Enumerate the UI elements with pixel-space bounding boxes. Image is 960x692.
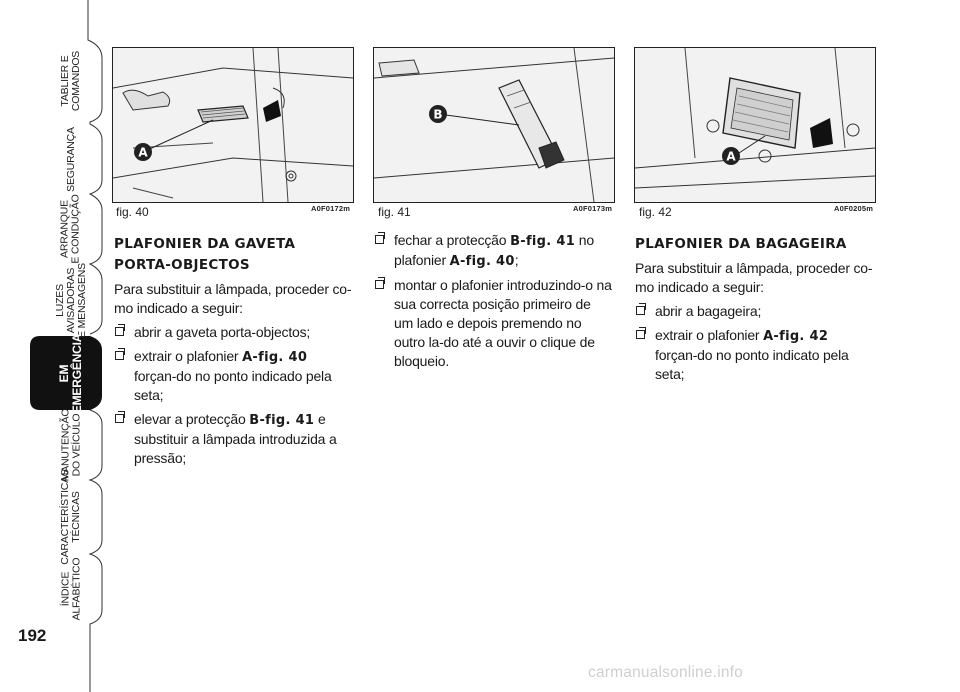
figure-caption: fig. 40 [116, 205, 149, 219]
list-item-text: forçan-do no ponto indicato pela seta; [655, 347, 849, 382]
list-item-text: e substituir a lâmpada introduzida a pressão; [134, 411, 337, 466]
checkbox-bullet-icon [636, 306, 645, 315]
tab-em-emergencia[interactable] [40, 333, 102, 413]
list-item-text: no plafonier [394, 232, 594, 268]
list-item-text: abrir a bagageira; [655, 303, 762, 319]
figure-reference: A-fig. 40 [242, 350, 308, 365]
figure-code: A0F0205m [834, 204, 874, 213]
figure-41-illustration [373, 47, 615, 203]
column-continuation [374, 231, 612, 371]
list-item [114, 410, 352, 468]
intro-paragraph: Para substituir a lâmpada, proceder co-mo indicado a seguir: [635, 260, 873, 295]
list-item-text: fechar a protecção [394, 232, 511, 248]
figure-reference: B-fig. 41 [249, 413, 315, 428]
list-item-text: elevar a protecção [134, 411, 250, 427]
tab-label-line: MANUTENÇÃO [59, 408, 72, 482]
tab-indice-alfabetico[interactable] [40, 554, 102, 624]
list-item-text: montar o plafonier introduzindo-o na sua correcta posição primeiro de um lado e depois premendo no outro la-do até a ouvir o clique de bloqueio. [394, 277, 612, 369]
tab-label-line: LUZES [53, 283, 66, 317]
tab-label-line: ALFABÉTICO [70, 557, 82, 621]
tab-label-line: TÉCNICAS [70, 491, 83, 543]
list-item-text: extrair o plafonier [134, 348, 243, 364]
trunk-lamp-drawing [635, 48, 875, 202]
tab-label-line: TABLIER E [59, 55, 71, 107]
list-item [635, 326, 873, 384]
tab-label-line: EMERGÊNCIA [70, 333, 84, 413]
list-item [114, 323, 352, 342]
figure-caption: fig. 42 [639, 205, 672, 219]
list-item [374, 276, 612, 371]
checkbox-bullet-icon [115, 327, 124, 336]
checkbox-bullet-icon [115, 414, 124, 423]
checkbox-bullet-icon [375, 280, 384, 289]
intro-paragraph: Para substituir a lâmpada, proceder co-mo indicado a seguir: [114, 281, 352, 316]
tab-label-line: DO VEÍCULO [70, 413, 83, 477]
section-heading: PLAFONIER DA BAGAGEIRA [635, 236, 847, 252]
figure-reference: A-fig. 40 [449, 254, 515, 269]
tab-caracteristicas-tecnicas[interactable] [40, 469, 102, 565]
glovebox-drawing [113, 48, 353, 202]
tab-label-line: CARACTERÍSTICAS [59, 469, 72, 565]
watermark: carmanualsonline.info [588, 664, 743, 681]
callout-label: B [433, 107, 443, 122]
tab-label-line: SEGURANÇA [64, 126, 77, 192]
figure-reference: B-fig. 41 [510, 234, 576, 249]
figure-caption: fig. 41 [378, 205, 411, 219]
heading-line: PORTA-OBJECTOS [114, 257, 250, 273]
column-glovebox-lamp [114, 234, 352, 468]
tab-label-line: AVISADORAS [64, 267, 77, 333]
tab-label-line: EM [57, 364, 72, 382]
tab-arranque-conducao[interactable] [40, 194, 102, 264]
checkbox-bullet-icon [636, 330, 645, 339]
figure-code: A0F0173m [573, 204, 613, 213]
list-item-text: extrair o plafonier [655, 327, 764, 343]
tab-label-line: E MENSAGENS [75, 262, 88, 338]
tab-label-line: ARRANQUE [59, 200, 71, 258]
figure-40-illustration [112, 47, 354, 203]
callout-label: A [726, 149, 736, 164]
list-item-text: abrir a gaveta porta-objectos; [134, 324, 311, 340]
figure-reference: A-fig. 42 [763, 329, 829, 344]
page-number: 192 [18, 626, 47, 645]
figure-42-illustration [634, 47, 876, 203]
checkbox-bullet-icon [375, 235, 384, 244]
callout-label: A [138, 145, 148, 160]
tab-tablier-comandos[interactable] [40, 40, 102, 122]
list-item [374, 231, 612, 271]
figure-code: A0F0172m [311, 204, 351, 213]
tab-luzes-avisadoras[interactable] [40, 264, 102, 336]
tab-label-line: E CONDUÇÃO [70, 194, 82, 264]
tab-seguranca[interactable] [40, 124, 102, 194]
list-item [114, 347, 352, 405]
list-item-text: forçan-do no ponto indicado pela seta; [134, 368, 332, 403]
chapter-tab-rail [0, 0, 105, 692]
column-trunk-lamp [635, 234, 873, 384]
section-heading [114, 234, 352, 276]
tab-label-line: COMANDOS [70, 50, 82, 112]
list-item-text: ; [514, 252, 519, 268]
heading-line: PLAFONIER DA GAVETA [114, 236, 296, 252]
lamp-cover-drawing [374, 48, 614, 202]
checkbox-bullet-icon [115, 351, 124, 360]
tab-label-line: ÍNDICE [59, 571, 71, 607]
list-item [635, 302, 873, 321]
